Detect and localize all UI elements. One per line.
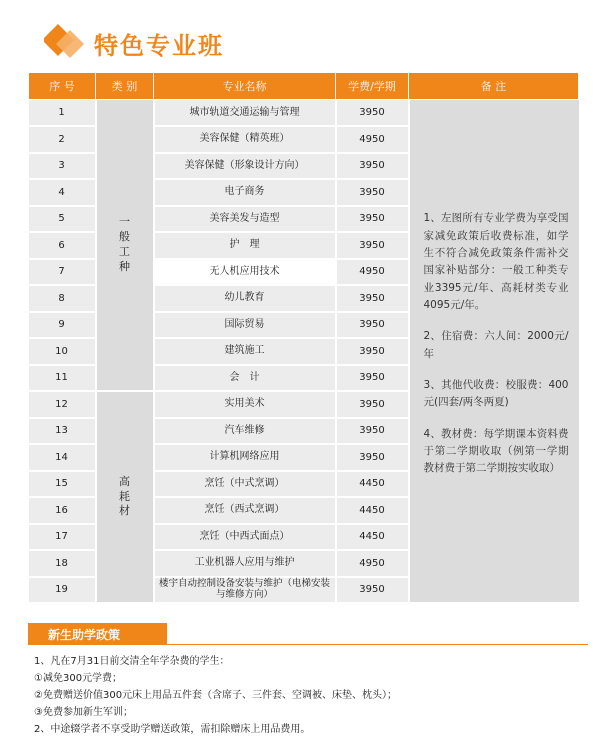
header-no: 序 号 [29,73,96,100]
table-header-row [29,73,579,100]
header-fee: 学费/学期 [336,73,409,100]
header-name: 专业名称 [154,73,336,100]
note-3: 3、其他代收费：校服费：400元(四套/两冬两夏) [423,378,569,409]
row-fee: 4950 [336,550,409,577]
row-fee: 3950 [336,232,409,259]
row-fee: 3950 [336,312,409,339]
row-name: 电子商务 [154,179,336,206]
notes-cell [409,100,579,604]
row-no: 4 [29,179,96,206]
category-general-cell [96,100,154,392]
row-no: 3 [29,153,96,180]
row-fee: 4450 [336,471,409,498]
header-category: 类 别 [96,73,154,100]
row-no: 19 [29,577,96,604]
row-fee: 3950 [336,179,409,206]
row-fee: 3950 [336,153,409,180]
row-name: 城市轨道交通运输与管理 [154,100,336,127]
row-name: 建筑施工 [154,338,336,365]
row-no: 13 [29,418,96,445]
row-name: 烹饪（中式烹调） [154,471,336,498]
row-fee: 3950 [336,206,409,233]
policy-divider [28,644,588,645]
category-high-cell [96,391,154,603]
row-name: 美容美发与造型 [154,206,336,233]
row-fee: 3950 [336,577,409,604]
row-name: 计算机网络应用 [154,444,336,471]
policy-list [34,653,594,738]
policy-title-bar [28,623,167,645]
row-fee: 3950 [336,285,409,312]
row-fee: 4950 [336,259,409,286]
row-fee: 3950 [336,418,409,445]
row-no: 16 [29,497,96,524]
row-no: 12 [29,391,96,418]
category-general: 一般工种 [119,215,130,273]
row-no: 11 [29,365,96,392]
row-no: 9 [29,312,96,339]
row-name: 美容保健（形象设计方向） [154,153,336,180]
row-fee: 3950 [336,444,409,471]
row-name: 护 理 [154,232,336,259]
row-no: 10 [29,338,96,365]
row-name: 实用美术 [154,391,336,418]
row-name: 国际贸易 [154,312,336,339]
row-no: 8 [29,285,96,312]
row-no: 14 [29,444,96,471]
row-fee: 4450 [336,497,409,524]
row-fee: 3950 [336,391,409,418]
header-notes: 备 注 [409,73,579,100]
row-name: 会 计 [154,365,336,392]
table-row [29,100,579,127]
row-name: 烹饪（中西式面点） [154,524,336,551]
row-no: 5 [29,206,96,233]
row-name: 美容保健（精英班） [154,126,336,153]
policy-item: ②免费赠送价值300元床上用品五件套（含席子、三件套、空调被、床垫、枕头）； [34,690,398,701]
note-1: 1、左图所有专业学费为享受国家减免政策后收费标准，如学生不符合减免政策条件需补交国家补贴部分：一般工种类专业3395元/年、高耗材类专业4095元/年。 [423,212,569,312]
row-name: 幼儿教育 [154,285,336,312]
row-fee: 3950 [336,365,409,392]
row-name: 无人机应用技术 [154,259,336,286]
row-fee: 3950 [336,338,409,365]
row-no: 1 [29,100,96,127]
policy-item: 1、凡在7月31日前交清全年学杂费的学生： [34,656,230,667]
category-high: 高耗材 [119,474,130,518]
row-name: 楼宇自动控制设备安装与维护（电梯安装与维修方向） [154,577,336,604]
fee-table [28,72,579,604]
policy-title: 新生助学政策 [48,628,121,642]
row-fee: 4450 [336,524,409,551]
row-no: 2 [29,126,96,153]
row-name: 烹饪（西式烹调） [154,497,336,524]
policy-item: 2、中途辍学者不享受助学赠送政策，需扣除赠床上用品费用。 [34,724,311,735]
row-no: 6 [29,232,96,259]
row-name: 工业机器人应用与维护 [154,550,336,577]
row-name: 汽车维修 [154,418,336,445]
note-4: 4、教材费：每学期课本资料费于第二学期收取（例第一学期教材费于第二学期按实收取） [423,427,569,475]
title-area [44,20,344,60]
row-fee: 4950 [336,126,409,153]
row-no: 18 [29,550,96,577]
policy-item: ①减免300元学费； [34,673,123,684]
policy-item: ③免费参加新生军训； [34,707,133,718]
note-2: 2、住宿费：六人间：2000元/年 [423,330,569,360]
diamond-logo-icon [44,20,84,60]
page-title: 特色专业班 [94,32,224,60]
row-no: 17 [29,524,96,551]
row-no: 15 [29,471,96,498]
row-no: 7 [29,259,96,286]
row-fee: 3950 [336,100,409,127]
